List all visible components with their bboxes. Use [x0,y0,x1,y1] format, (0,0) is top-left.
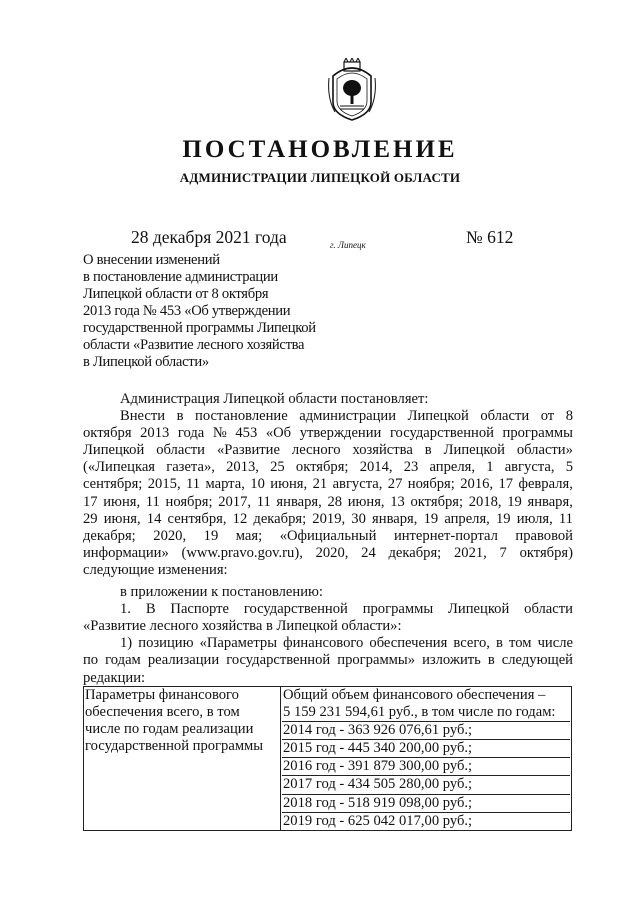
word: 1. [120,601,131,618]
word: в [176,408,184,425]
word: октября [83,425,132,442]
table-value-cell [281,687,572,831]
subject-line: государственной программы Липецкой [83,320,316,336]
word: января, [276,493,322,510]
word: в [496,635,503,652]
word: 23 [403,459,419,476]
subject-line: области «Развитие лесного хозяйства [83,337,305,353]
body-line: «Развитие лесного хозяйства в Липецкой области»: [83,618,402,635]
word: января, [527,493,573,510]
word: 25 [270,459,285,476]
word: от [540,408,555,425]
word: том [509,635,532,652]
year-row: 2017 год - 434 505 280,00 руб.; [282,776,570,794]
word: 17 [83,493,98,510]
word: июня, [103,510,141,527]
year-row: 2016 год - 391 879 300,00 руб.; [282,758,570,776]
word: 2014, [359,459,393,476]
word: июня, [270,476,308,493]
document-body [83,391,573,687]
word: позицию [138,635,194,652]
word: февраля, [518,476,573,493]
word: 17 [498,476,514,493]
word: годам [105,652,141,669]
word: программы» [337,652,416,669]
word: 29 [83,510,98,527]
word: 19 [423,510,439,527]
word: правовой [515,527,573,544]
word: по [83,652,99,669]
word: ноября; [165,493,213,510]
justified-line [83,442,573,459]
word: 27 [387,476,403,493]
word: июня, [347,493,385,510]
word: 19 [507,493,522,510]
table-label-cell: Параметры финансового обеспечения всего, в том числе по годам реализации государственной программы [84,687,281,831]
word: 11 [186,476,201,493]
word: 1 [486,459,494,476]
word: 2017, [218,493,252,510]
word: «Официальный [279,527,377,544]
word: газета», [166,459,215,476]
word: лесного [291,442,341,459]
paragraph-3 [83,635,573,669]
word: апреля, [429,459,476,476]
word: всего, [453,635,490,652]
word: обеспечения [369,635,448,652]
word: в [487,652,495,669]
word: апреля, [444,510,490,527]
justified-line [83,511,573,528]
word: программы [362,601,434,618]
word: Внести [120,408,166,425]
word: постановление [195,408,288,425]
word: 28 [327,493,343,510]
word: 2016, [460,476,494,493]
year-row: 2019 год - 625 042 017,00 руб.; [283,812,473,829]
paragraph-2 [83,601,573,618]
word: государственной [389,425,494,442]
justified-line [83,545,573,562]
subject-line: в Липецкой области» [83,354,209,370]
body-line: следующие изменения: [83,561,228,578]
word: Липецкой [448,601,510,618]
word: 2020, [315,544,349,561]
word: программы [502,425,573,442]
word: августа, [504,459,555,476]
word: реализации [147,652,220,669]
word: «Параметры [199,635,278,652]
justified-line [83,601,573,618]
paragraph-1 [83,408,573,562]
word: государственной [243,601,348,618]
document-subject [83,252,353,371]
word: января, [372,510,418,527]
word: 2013 [140,425,170,442]
word: Липецкой [443,442,505,459]
word: (www.pravo.gov.ru), [181,544,303,561]
word: сентября; [83,476,143,493]
word: 21 [312,476,328,493]
word: государственной [226,652,331,669]
word: 13 [390,493,405,510]
coat-of-arms-icon [327,58,377,122]
word: № [212,425,227,442]
word: В [145,601,156,618]
word: области [524,601,573,618]
subject-line: Липецкой области от 8 октября [83,286,269,302]
body-line: в приложении к постановлению: [120,584,323,601]
word: изложить [422,652,481,669]
justified-line [83,459,573,476]
word: 10 [250,476,265,493]
word: в [424,442,432,459]
document-number: № 612 [466,227,514,247]
justified-line [83,635,573,652]
body-line: Администрация Липецкой области постановляет: [120,391,429,407]
word: 24 [361,544,376,561]
word: 453 [235,425,258,442]
word: Паспорте [170,601,229,618]
word: финансового [283,635,364,652]
financing-table [83,686,572,831]
word: 12 [232,510,248,527]
word: июля, [516,510,553,527]
word: октября; [295,459,349,476]
word: 2020, [153,527,187,544]
justified-line [83,494,573,511]
word: августа, [332,476,383,493]
word: 2021, [453,544,487,561]
word: 19 [203,527,219,544]
document-title: ПОСТАНОВЛЕНИЕ [182,136,458,163]
word: года [177,425,205,442]
word: «Развитие [216,442,280,459]
word: 7 [499,544,507,561]
word: 11 [256,493,271,510]
justified-line [83,425,573,442]
word: области [156,442,205,459]
subject-line: 2013 года № 453 «Об утверждении [83,303,291,319]
word: октября; [410,493,464,510]
word: хозяйства [352,442,413,459]
year-row: 2015 год - 445 340 200,00 руб.; [282,740,570,758]
word: области» [516,442,573,459]
word: области [480,408,530,425]
word: 2019, [312,510,346,527]
word: июня, [103,493,141,510]
word: 2015, [147,476,181,493]
word: 11 [145,493,160,510]
word: 11 [558,510,573,527]
word: утверждении [299,425,382,442]
body-line: редакции: [83,669,146,686]
justified-line [83,408,573,425]
word: числе [537,635,573,652]
year-row: 2018 год - 518 919 098,00 руб.; [282,795,570,813]
word: интернет-портал [393,527,498,544]
subject-line: О внесении изменений [83,252,220,268]
word: информации» [83,544,169,561]
word: декабря; [83,527,136,544]
word: следующей [501,652,573,669]
word: октября) [519,544,573,561]
word: мая; [235,527,263,544]
word: Липецкой [407,408,469,425]
justified-line [83,528,573,545]
word: 30 [351,510,366,527]
word: 1) [120,635,133,652]
word: ноября; [407,476,455,493]
word: марта, [205,476,245,493]
word: 19 [495,510,511,527]
subject-line: в постановление администрации [83,269,278,285]
word: 5 [565,459,573,476]
document-date: 28 декабря 2021 года [131,227,287,247]
word: декабря; [388,544,442,561]
word: администрации [299,408,397,425]
word: 8 [565,408,573,425]
justified-line [83,476,573,493]
document-city: г. Липецк [330,240,366,250]
justified-line [83,652,573,669]
word: 2013, [226,459,259,476]
word: 14 [146,510,162,527]
year-row: 2014 год - 363 926 076,61 руб.; [282,722,570,740]
word: сентября, [167,510,227,527]
word: 2018, [468,493,502,510]
word: декабря; [253,510,307,527]
issuing-authority: АДМИНИСТРАЦИИ ЛИПЕЦКОЙ ОБЛАСТИ [179,170,461,185]
word: Липецкой [83,442,145,459]
word: («Липецкая [83,459,156,476]
financing-total: Общий объем финансового обеспечения – 5 159 231 594,61 руб., в том числе по годам: [282,687,570,722]
word: «Об [265,425,292,442]
